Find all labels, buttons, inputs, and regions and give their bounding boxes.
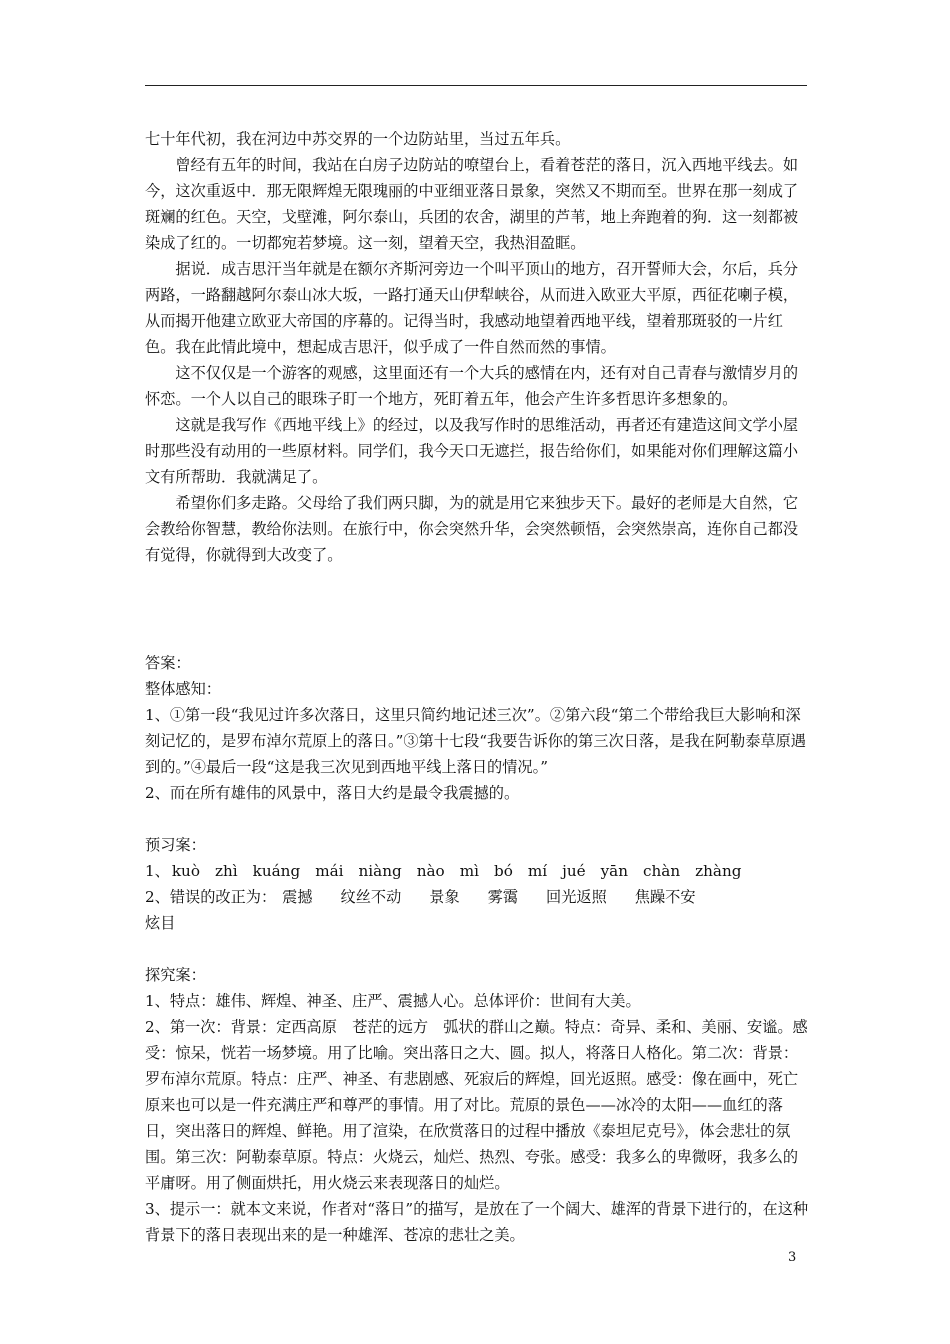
essay-paragraph-1: 七十年代初，我在河边中苏交界的一个边防站里，当过五年兵。 [145,130,571,148]
overall-item-1: 1、①第一段“我见过许多次落日，这里只简约地记述三次”。②第六段“第二个带给我巨大影响和深刻记忆的，是罗布淖尔荒原上的落日。”③第十七段“我要告诉你的第三次日落，是我在阿勒泰草原遇到的。”④最后一段“这是我三次见到西地平线上落日的情况。” [145,706,806,776]
pinyin-item: chàn [643,862,681,880]
essay-paragraph-3: 据说．成吉思汗当年就是在额尔齐斯河旁边一个叫平顶山的地方，召开誓师大会，尔后，兵分两路，一路翻越阿尔泰山冰大坂，一路打通天山伊犁峡谷，从而进入欧亚大平原，西征花喇子模，从而揭开他建立欧亚大帝国的序幕的。记得当时，我感动地望着西地平线，望着那斑驳的一片红色。我在此情此境中，想起成吉思汗，似乎成了一件自然而然的事情。 [145,260,799,356]
correction-label: 2、错误的改正为： [145,888,277,906]
correction-item: 震撼 [282,888,313,906]
explore-item-3: 3、提示一：就本文来说，作者对“落日”的描写，是放在了一个阔大、雄浑的背景下进行的，在这种背景下的落日表现出来的是一种雄浑、苍凉的悲壮之美。 [145,1200,809,1244]
pinyin-line [145,858,813,884]
pinyin-item: mì [459,862,479,880]
answers-heading: 答案： [145,654,191,672]
pinyin-item: mí [527,862,548,880]
correction-item: 雾霭 [487,888,519,906]
correction-item: 回光返照 [546,888,607,906]
essay-section [145,126,813,568]
pinyin-item: zhàng [695,862,742,880]
pinyin-item: zhì [215,862,238,880]
page-number: 3 [788,1250,797,1265]
correction-last: 炫目 [145,914,176,932]
explore-item-1: 1、特点：雄伟、辉煌、神圣、庄严、震撼人心。总体评价：世间有大美。 [145,992,641,1010]
overall-heading: 整体感知： [145,680,221,698]
essay-paragraph-4: 这不仅仅是一个游客的观感，这里面还有一个大兵的感情在内，还有对自己青春与激情岁月的怀恋。一个人以自己的眼珠子盯一个地方，死盯着五年，他会产生许多哲思许多想象的。 [145,364,799,408]
pinyin-item: niàng [358,862,402,880]
correction-item: 景象 [429,888,460,906]
pinyin-label: 1、 [145,862,170,880]
header-rule [145,85,807,86]
pinyin-item: jué [562,862,586,880]
pinyin-item: bó [493,862,513,880]
correction-item: 纹丝不动 [340,888,402,906]
explore-item-2: 2、第一次：背景：定西高原 苍茫的远方 弧状的群山之巅。特点：奇异、柔和、美丽、安谧。感受：惊呆，恍若一场梦境。用了比喻。突出落日之大、圆。拟人，将落日人格化。第二次：背景：罗布淖尔荒原。特点：庄严、神圣、有悲剧感、死寂后的辉煌，回光返照。感受：像在画中，死亡原来也可以是一件充满庄严和尊严的事情。用了对比。荒原的景色——冰冷的太阳——血红的落日，突出落日的辉煌、鲜艳。用了渲染，在欣赏落日的过程中播放《泰坦尼克号》，体会悲壮的氛围。第三次：阿勒泰草原。特点：火烧云，灿烂、热烈、夸张。感受：我多么的卑微呀，我多么的平庸呀。用了侧面烘托，用火烧云来表现落日的灿烂。 [145,1018,808,1192]
pinyin-item: kuáng [252,862,301,880]
preview-heading: 预习案： [145,836,206,854]
overall-item-2: 2、而在所有雄伟的风景中，落日大约是最令我震撼的。 [145,784,520,802]
pinyin-item: nào [416,862,445,880]
essay-paragraph-6: 希望你们多走路。父母给了我们两只脚，为的就是用它来独步天下。最好的老师是大自然，它会教给你智慧，教给你法则。在旅行中，你会突然升华，会突然顿悟，会突然崇高，连你自己都没有觉得，你就得到大改变了。 [145,494,799,564]
pinyin-item: mái [315,862,344,880]
correction-item: 焦躁不安 [634,888,696,906]
pinyin-item: yān [600,862,629,880]
essay-paragraph-5: 这就是我写作《西地平线上》的经过，以及我写作时的思维活动，再者还有建造这间文学小屋时那些没有动用的一些原材料。同学们，我今天口无遮拦，报告给你们，如果能对你们理解这篇小文有所帮助．我就满足了。 [145,416,799,486]
explore-heading: 探究案： [145,966,206,984]
correction-line [145,884,813,910]
pinyin-item: kuò [171,862,200,880]
essay-paragraph-2: 曾经有五年的时间，我站在白房子边防站的嘹望台上，看着苍茫的落日，沉入西地平线去。如今，这次重返中．那无限辉煌无限瑰丽的中亚细亚落日景象，突然又不期而至。世界在那一刻成了斑斓的红色。天空，戈壁滩，阿尔泰山，兵团的农舍，湖里的芦苇，地上奔跑着的狗．这一刻都被染成了红的。一切都宛若梦境。这一刻，望着天空，我热泪盈眶。 [145,156,799,252]
answers-section [145,650,813,1248]
